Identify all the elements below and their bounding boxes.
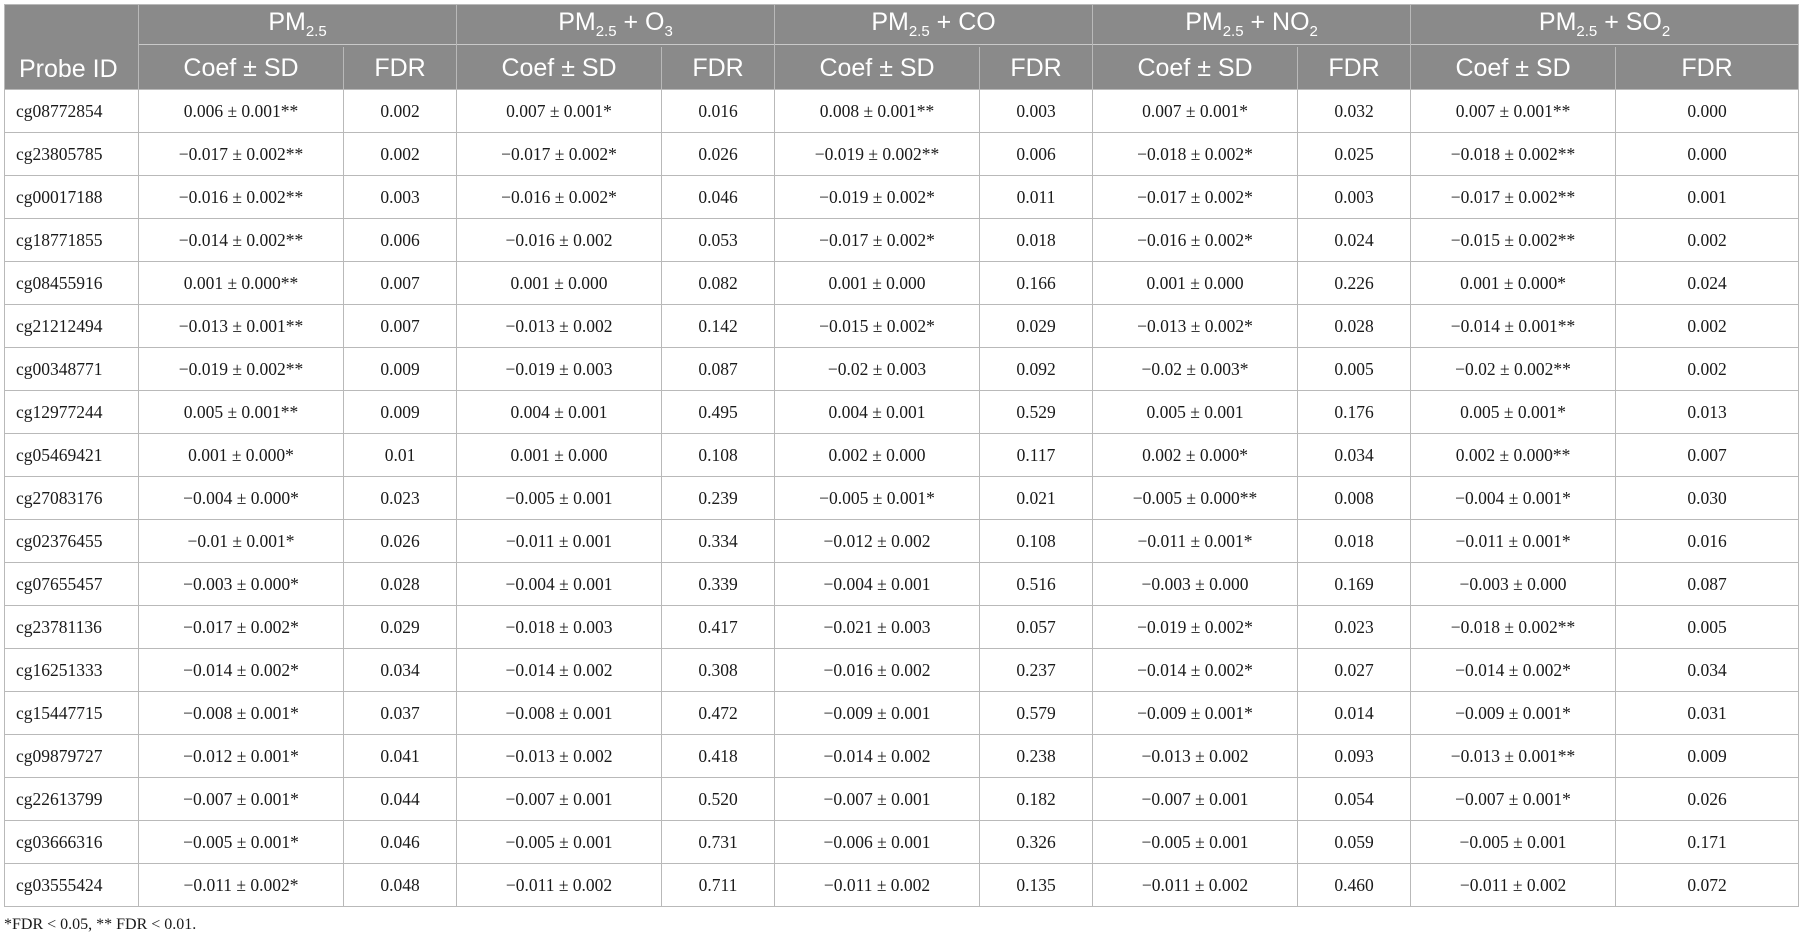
table-row	[5, 348, 1799, 391]
fdr-cell: 0.023	[1298, 606, 1411, 649]
table-body	[5, 90, 1799, 907]
coef-sd-cell: −0.004 ± 0.001*	[1411, 477, 1616, 520]
fdr-cell: 0.166	[980, 262, 1093, 305]
fdr-cell: 0.176	[1298, 391, 1411, 434]
fdr-cell: 0.009	[344, 391, 457, 434]
coef-sd-cell: 0.002 ± 0.000	[775, 434, 980, 477]
fdr-cell: 0.031	[1616, 692, 1799, 735]
fdr-cell: 0.006	[980, 133, 1093, 176]
coef-sd-cell: −0.014 ± 0.001**	[1411, 305, 1616, 348]
coef-sd-cell: 0.001 ± 0.000	[1093, 262, 1298, 305]
fdr-cell: 0.034	[1616, 649, 1799, 692]
probe-id-cell: cg15447715	[5, 692, 139, 735]
fdr-cell: 0.002	[1616, 305, 1799, 348]
coef-sd-cell: 0.001 ± 0.000*	[139, 434, 344, 477]
table-row	[5, 563, 1799, 606]
fdr-cell: 0.237	[980, 649, 1093, 692]
probe-id-cell: cg23805785	[5, 133, 139, 176]
coef-sd-cell: −0.011 ± 0.001*	[1411, 520, 1616, 563]
coef-sd-cell: −0.019 ± 0.002*	[1093, 606, 1298, 649]
group-header-row	[5, 5, 1799, 48]
coef-sd-cell: −0.007 ± 0.001*	[1411, 778, 1616, 821]
coef-sd-cell: −0.008 ± 0.001*	[139, 692, 344, 735]
coef-sd-cell: −0.005 ± 0.001*	[139, 821, 344, 864]
coef-sd-header: Coef ± SD	[139, 47, 344, 90]
fdr-cell: 0.002	[344, 90, 457, 133]
fdr-cell: 0.059	[1298, 821, 1411, 864]
fdr-cell: 0.029	[980, 305, 1093, 348]
fdr-cell: 0.520	[662, 778, 775, 821]
fdr-cell: 0.007	[344, 305, 457, 348]
fdr-cell: 0.418	[662, 735, 775, 778]
coef-sd-cell: −0.011 ± 0.002*	[139, 864, 344, 907]
fdr-cell: 0.034	[1298, 434, 1411, 477]
fdr-cell: 0.024	[1616, 262, 1799, 305]
fdr-cell: 0.226	[1298, 262, 1411, 305]
table-row	[5, 434, 1799, 477]
fdr-cell: 0.171	[1616, 821, 1799, 864]
table-row	[5, 735, 1799, 778]
coef-sd-header: Coef ± SD	[1411, 47, 1616, 90]
coef-sd-cell: −0.008 ± 0.001	[457, 692, 662, 735]
coef-sd-cell: −0.007 ± 0.001	[775, 778, 980, 821]
coef-sd-cell: −0.004 ± 0.001	[457, 563, 662, 606]
fdr-cell: 0.002	[1616, 219, 1799, 262]
coef-sd-cell: −0.011 ± 0.002	[775, 864, 980, 907]
coef-sd-cell: −0.005 ± 0.001*	[775, 477, 980, 520]
fdr-cell: 0.005	[1616, 606, 1799, 649]
coef-sd-cell: −0.017 ± 0.002*	[139, 606, 344, 649]
fdr-cell: 0.009	[1616, 735, 1799, 778]
table-row	[5, 520, 1799, 563]
group-header-label: $PM_{2.5} + SO_2$	[1411, 8, 1798, 45]
table-row	[5, 692, 1799, 735]
fdr-cell: 0.308	[662, 649, 775, 692]
coef-sd-cell: −0.011 ± 0.001*	[1093, 520, 1298, 563]
fdr-cell: 0.093	[1298, 735, 1411, 778]
fdr-cell: 0.417	[662, 606, 775, 649]
coef-sd-cell: −0.005 ± 0.000**	[1093, 477, 1298, 520]
coef-sd-cell: −0.018 ± 0.002*	[1093, 133, 1298, 176]
coef-sd-cell: −0.003 ± 0.000	[1093, 563, 1298, 606]
coef-sd-cell: −0.011 ± 0.002	[1411, 864, 1616, 907]
fdr-cell: 0.030	[1616, 477, 1799, 520]
fdr-cell: 0.027	[1298, 649, 1411, 692]
probe-id-cell: cg23781136	[5, 606, 139, 649]
table-row	[5, 90, 1799, 133]
fdr-header: FDR	[344, 47, 457, 90]
fdr-cell: 0.029	[344, 606, 457, 649]
table-row	[5, 219, 1799, 262]
coef-sd-cell: −0.019 ± 0.002**	[139, 348, 344, 391]
fdr-cell: 0.529	[980, 391, 1093, 434]
fdr-cell: 0.087	[662, 348, 775, 391]
fdr-cell: 0.002	[344, 133, 457, 176]
probe-id-cell: cg21212494	[5, 305, 139, 348]
coef-sd-cell: 0.005 ± 0.001	[1093, 391, 1298, 434]
fdr-cell: 0.007	[344, 262, 457, 305]
coef-sd-cell: −0.014 ± 0.002	[775, 735, 980, 778]
coef-sd-cell: −0.015 ± 0.002**	[1411, 219, 1616, 262]
probe-id-header: Probe ID	[5, 5, 139, 90]
fdr-cell: 0.016	[1616, 520, 1799, 563]
table-row	[5, 133, 1799, 176]
coef-sd-cell: −0.014 ± 0.002*	[139, 649, 344, 692]
probe-id-cell: cg27083176	[5, 477, 139, 520]
fdr-cell: 0.014	[1298, 692, 1411, 735]
group-header-label: $PM_{2.5} + NO_2$	[1093, 8, 1410, 45]
coef-sd-cell: 0.001 ± 0.000*	[1411, 262, 1616, 305]
fdr-cell: 0.024	[1298, 219, 1411, 262]
table-footnote: *FDR < 0.05, ** FDR < 0.01.	[4, 916, 197, 933]
subheader-row	[5, 47, 1799, 90]
fdr-cell: 0.169	[1298, 563, 1411, 606]
coef-sd-cell: 0.001 ± 0.000	[457, 262, 662, 305]
fdr-cell: 0.579	[980, 692, 1093, 735]
table-row	[5, 649, 1799, 692]
coef-sd-cell: −0.018 ± 0.002**	[1411, 606, 1616, 649]
coef-sd-cell: −0.011 ± 0.002	[457, 864, 662, 907]
coef-sd-cell: −0.005 ± 0.001	[1093, 821, 1298, 864]
fdr-cell: 0.028	[344, 563, 457, 606]
fdr-cell: 0.003	[344, 176, 457, 219]
group-header-pm25-no2	[1093, 5, 1411, 48]
probe-id-cell: cg08772854	[5, 90, 139, 133]
fdr-cell: 0.000	[1616, 90, 1799, 133]
coef-sd-cell: −0.02 ± 0.003*	[1093, 348, 1298, 391]
probe-id-cell: cg22613799	[5, 778, 139, 821]
coef-sd-cell: −0.01 ± 0.001*	[139, 520, 344, 563]
coef-sd-cell: −0.003 ± 0.000*	[139, 563, 344, 606]
fdr-cell: 0.238	[980, 735, 1093, 778]
fdr-header: FDR	[1616, 47, 1799, 90]
fdr-cell: 0.046	[344, 821, 457, 864]
fdr-cell: 0.037	[344, 692, 457, 735]
fdr-header: FDR	[980, 47, 1093, 90]
coef-sd-cell: −0.012 ± 0.002	[775, 520, 980, 563]
probe-id-cell: cg12977244	[5, 391, 139, 434]
table-row	[5, 821, 1799, 864]
fdr-cell: 0.018	[980, 219, 1093, 262]
fdr-cell: 0.495	[662, 391, 775, 434]
fdr-cell: 0.041	[344, 735, 457, 778]
coef-sd-cell: −0.013 ± 0.001**	[1411, 735, 1616, 778]
table-row	[5, 262, 1799, 305]
coef-sd-cell: 0.005 ± 0.001*	[1411, 391, 1616, 434]
coef-sd-cell: −0.017 ± 0.002**	[139, 133, 344, 176]
coef-sd-cell: 0.001 ± 0.000**	[139, 262, 344, 305]
fdr-cell: 0.009	[344, 348, 457, 391]
coef-sd-cell: 0.007 ± 0.001*	[457, 90, 662, 133]
probe-id-cell: cg00017188	[5, 176, 139, 219]
coef-sd-cell: −0.014 ± 0.002	[457, 649, 662, 692]
coef-sd-cell: −0.018 ± 0.003	[457, 606, 662, 649]
fdr-cell: 0.711	[662, 864, 775, 907]
fdr-cell: 0.011	[980, 176, 1093, 219]
fdr-cell: 0.01	[344, 434, 457, 477]
fdr-header: FDR	[1298, 47, 1411, 90]
fdr-cell: 0.182	[980, 778, 1093, 821]
fdr-cell: 0.731	[662, 821, 775, 864]
probe-id-cell: cg02376455	[5, 520, 139, 563]
fdr-cell: 0.002	[1616, 348, 1799, 391]
fdr-cell: 0.054	[1298, 778, 1411, 821]
coef-sd-cell: −0.005 ± 0.001	[457, 821, 662, 864]
coef-sd-header: Coef ± SD	[1093, 47, 1298, 90]
coef-sd-cell: −0.016 ± 0.002	[457, 219, 662, 262]
coef-sd-cell: −0.017 ± 0.002*	[1093, 176, 1298, 219]
coef-sd-cell: 0.008 ± 0.001**	[775, 90, 980, 133]
group-header-pm25	[139, 5, 457, 48]
coef-sd-cell: −0.003 ± 0.000	[1411, 563, 1616, 606]
fdr-cell: 0.044	[344, 778, 457, 821]
fdr-cell: 0.460	[1298, 864, 1411, 907]
coef-sd-cell: −0.013 ± 0.001**	[139, 305, 344, 348]
coef-sd-header: Coef ± SD	[457, 47, 662, 90]
coef-sd-cell: 0.007 ± 0.001*	[1093, 90, 1298, 133]
probe-id-cell: cg08455916	[5, 262, 139, 305]
coef-sd-cell: −0.005 ± 0.001	[457, 477, 662, 520]
coef-sd-cell: −0.005 ± 0.001	[1411, 821, 1616, 864]
fdr-cell: 0.087	[1616, 563, 1799, 606]
fdr-header: FDR	[662, 47, 775, 90]
fdr-cell: 0.008	[1298, 477, 1411, 520]
fdr-cell: 0.135	[980, 864, 1093, 907]
coef-sd-cell: 0.001 ± 0.000	[775, 262, 980, 305]
fdr-cell: 0.117	[980, 434, 1093, 477]
coef-sd-cell: −0.015 ± 0.002*	[775, 305, 980, 348]
fdr-cell: 0.018	[1298, 520, 1411, 563]
fdr-cell: 0.046	[662, 176, 775, 219]
coef-sd-cell: −0.013 ± 0.002	[1093, 735, 1298, 778]
coef-sd-cell: −0.018 ± 0.002**	[1411, 133, 1616, 176]
coef-sd-cell: −0.016 ± 0.002*	[1093, 219, 1298, 262]
fdr-cell: 0.334	[662, 520, 775, 563]
coef-sd-cell: −0.02 ± 0.003	[775, 348, 980, 391]
group-header-pm25-o3	[457, 5, 775, 48]
coef-sd-cell: −0.017 ± 0.002*	[457, 133, 662, 176]
coef-sd-cell: 0.004 ± 0.001	[775, 391, 980, 434]
fdr-cell: 0.013	[1616, 391, 1799, 434]
coef-sd-cell: −0.004 ± 0.001	[775, 563, 980, 606]
group-header-pm25-co	[775, 5, 1093, 48]
fdr-cell: 0.026	[662, 133, 775, 176]
coef-sd-cell: 0.004 ± 0.001	[457, 391, 662, 434]
coef-sd-cell: 0.002 ± 0.000*	[1093, 434, 1298, 477]
coef-sd-cell: −0.007 ± 0.001*	[139, 778, 344, 821]
fdr-cell: 0.028	[1298, 305, 1411, 348]
coef-sd-cell: 0.006 ± 0.001**	[139, 90, 344, 133]
fdr-cell: 0.108	[662, 434, 775, 477]
table-row	[5, 176, 1799, 219]
probe-id-cell: cg05469421	[5, 434, 139, 477]
coef-sd-cell: −0.016 ± 0.002	[775, 649, 980, 692]
coef-sd-cell: 0.002 ± 0.000**	[1411, 434, 1616, 477]
coef-sd-cell: −0.019 ± 0.002*	[775, 176, 980, 219]
fdr-cell: 0.000	[1616, 133, 1799, 176]
fdr-cell: 0.021	[980, 477, 1093, 520]
coef-sd-cell: 0.005 ± 0.001**	[139, 391, 344, 434]
coef-sd-cell: 0.007 ± 0.001**	[1411, 90, 1616, 133]
fdr-cell: 0.057	[980, 606, 1093, 649]
coef-sd-cell: 0.001 ± 0.000	[457, 434, 662, 477]
fdr-cell: 0.003	[1298, 176, 1411, 219]
probe-id-cell: cg03666316	[5, 821, 139, 864]
fdr-cell: 0.053	[662, 219, 775, 262]
coef-sd-cell: −0.019 ± 0.002**	[775, 133, 980, 176]
table-row	[5, 864, 1799, 907]
fdr-cell: 0.001	[1616, 176, 1799, 219]
fdr-cell: 0.032	[1298, 90, 1411, 133]
fdr-cell: 0.025	[1298, 133, 1411, 176]
group-header-pm25-so2	[1411, 5, 1799, 48]
coef-sd-cell: −0.013 ± 0.002*	[1093, 305, 1298, 348]
probe-id-cell: cg18771855	[5, 219, 139, 262]
coef-sd-cell: −0.013 ± 0.002	[457, 305, 662, 348]
table-row	[5, 305, 1799, 348]
coef-sd-cell: −0.019 ± 0.003	[457, 348, 662, 391]
coef-sd-cell: −0.014 ± 0.002*	[1093, 649, 1298, 692]
fdr-cell: 0.092	[980, 348, 1093, 391]
fdr-cell: 0.048	[344, 864, 457, 907]
fdr-cell: 0.239	[662, 477, 775, 520]
coef-sd-cell: −0.009 ± 0.001*	[1093, 692, 1298, 735]
coef-sd-cell: −0.009 ± 0.001	[775, 692, 980, 735]
fdr-cell: 0.007	[1616, 434, 1799, 477]
group-header-label: $PM_{2.5} + O_3$	[457, 8, 774, 45]
coef-sd-cell: −0.004 ± 0.000*	[139, 477, 344, 520]
fdr-cell: 0.108	[980, 520, 1093, 563]
coef-sd-cell: −0.017 ± 0.002*	[775, 219, 980, 262]
coef-sd-cell: −0.017 ± 0.002**	[1411, 176, 1616, 219]
fdr-cell: 0.003	[980, 90, 1093, 133]
coef-sd-cell: −0.02 ± 0.002**	[1411, 348, 1616, 391]
fdr-cell: 0.072	[1616, 864, 1799, 907]
probe-id-cell: cg07655457	[5, 563, 139, 606]
group-header-label: $PM_{2.5}$ + CO	[775, 8, 1092, 45]
fdr-cell: 0.016	[662, 90, 775, 133]
group-header-label: $PM_{2.5}$	[139, 8, 456, 45]
fdr-cell: 0.026	[1616, 778, 1799, 821]
fdr-cell: 0.026	[344, 520, 457, 563]
coef-sd-cell: −0.014 ± 0.002**	[139, 219, 344, 262]
fdr-cell: 0.472	[662, 692, 775, 735]
table-row	[5, 391, 1799, 434]
coef-sd-cell: −0.014 ± 0.002*	[1411, 649, 1616, 692]
probe-id-cell: cg00348771	[5, 348, 139, 391]
coef-sd-header: Coef ± SD	[775, 47, 980, 90]
coef-sd-cell: −0.013 ± 0.002	[457, 735, 662, 778]
fdr-cell: 0.326	[980, 821, 1093, 864]
probe-id-cell: cg09879727	[5, 735, 139, 778]
coef-sd-cell: −0.007 ± 0.001	[457, 778, 662, 821]
coef-sd-cell: −0.011 ± 0.002	[1093, 864, 1298, 907]
fdr-cell: 0.082	[662, 262, 775, 305]
fdr-cell: 0.006	[344, 219, 457, 262]
fdr-cell: 0.516	[980, 563, 1093, 606]
fdr-cell: 0.034	[344, 649, 457, 692]
coef-sd-cell: −0.021 ± 0.003	[775, 606, 980, 649]
coef-sd-cell: −0.006 ± 0.001	[775, 821, 980, 864]
coef-sd-cell: −0.011 ± 0.001	[457, 520, 662, 563]
coef-sd-cell: −0.016 ± 0.002*	[457, 176, 662, 219]
fdr-cell: 0.023	[344, 477, 457, 520]
table-row	[5, 606, 1799, 649]
results-table	[4, 4, 1799, 907]
coef-sd-cell: −0.012 ± 0.001*	[139, 735, 344, 778]
probe-id-cell: cg16251333	[5, 649, 139, 692]
fdr-cell: 0.005	[1298, 348, 1411, 391]
fdr-cell: 0.142	[662, 305, 775, 348]
coef-sd-cell: −0.009 ± 0.001*	[1411, 692, 1616, 735]
table-row	[5, 778, 1799, 821]
fdr-cell: 0.339	[662, 563, 775, 606]
probe-id-cell: cg03555424	[5, 864, 139, 907]
coef-sd-cell: −0.016 ± 0.002**	[139, 176, 344, 219]
table-row	[5, 477, 1799, 520]
table-header	[5, 5, 1799, 90]
coef-sd-cell: −0.007 ± 0.001	[1093, 778, 1298, 821]
